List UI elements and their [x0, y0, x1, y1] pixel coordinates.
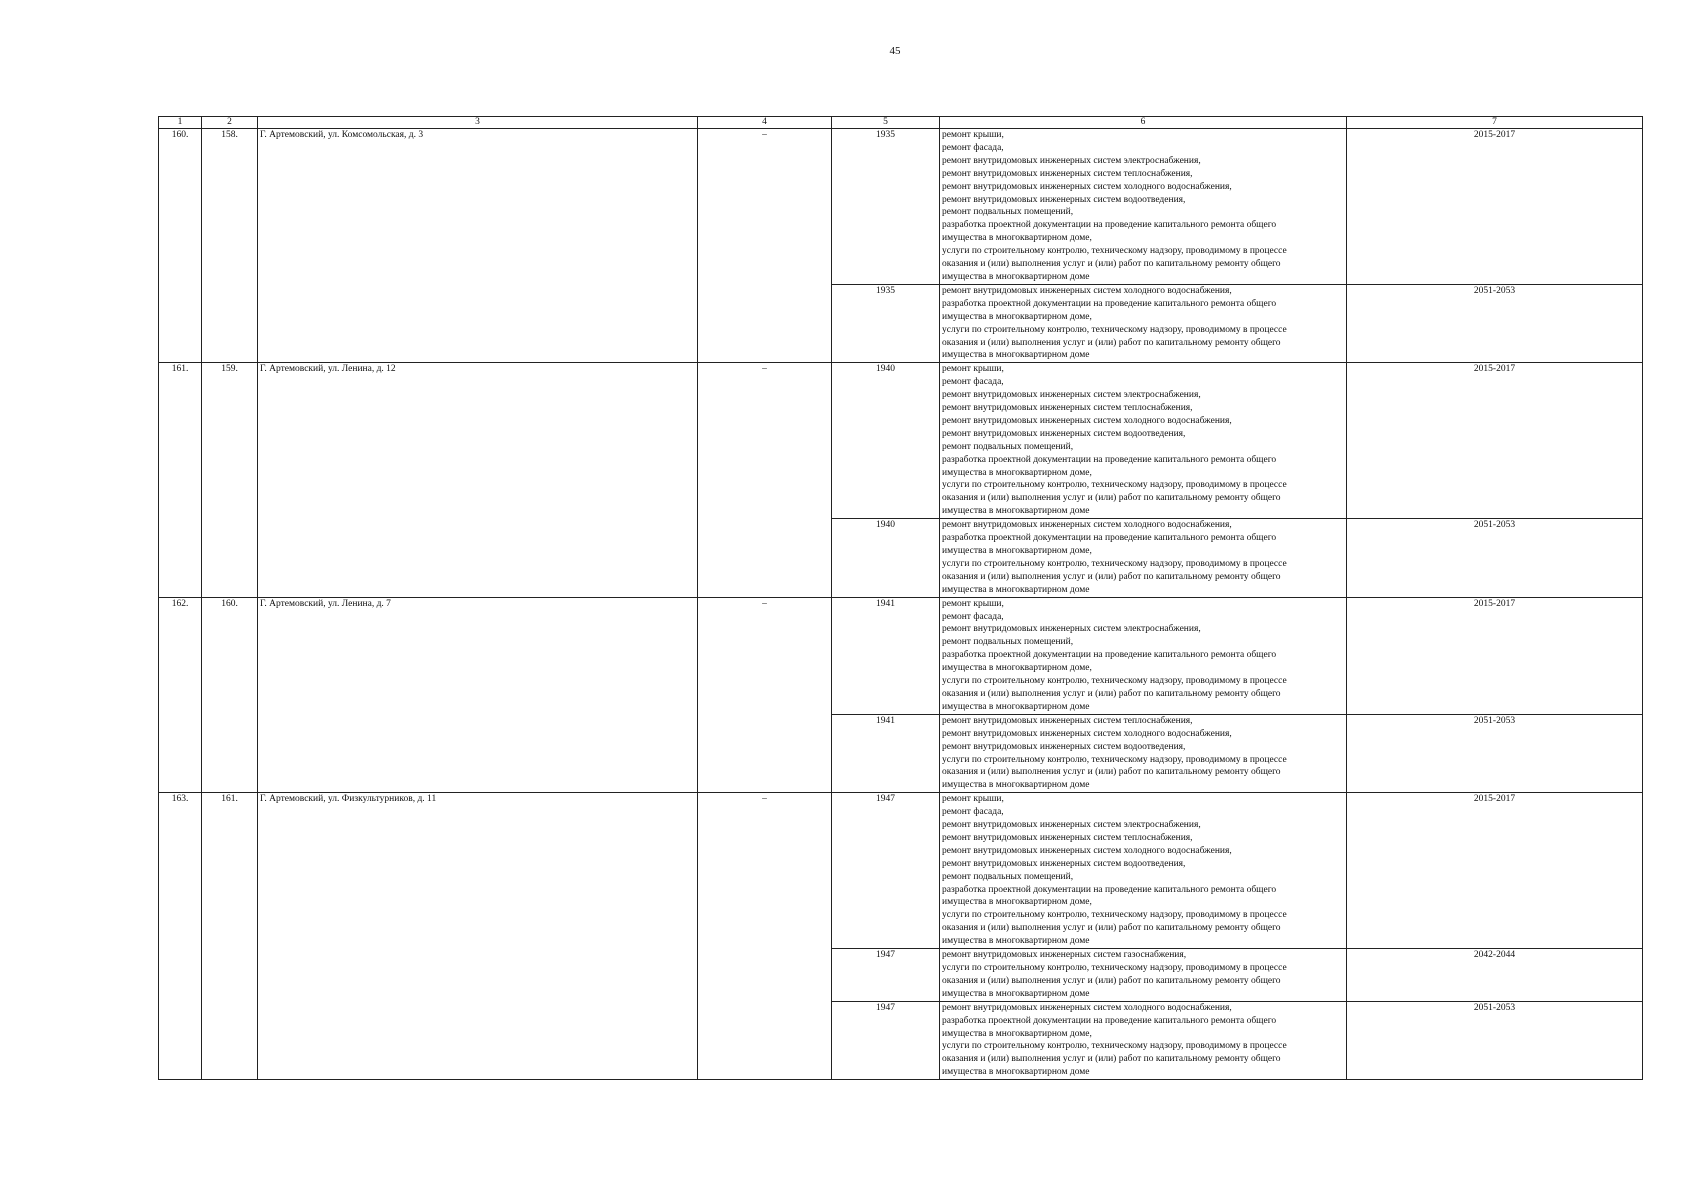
column-4-value: –	[698, 793, 832, 1080]
row-subnumber: 159.	[202, 363, 258, 597]
table-row	[159, 363, 1643, 519]
year-cell: 1947	[832, 949, 940, 1002]
row-subnumber: 161.	[202, 793, 258, 1080]
period-cell: 2051-2053	[1347, 1001, 1643, 1079]
works-cell: ремонт крыши, ремонт фасада, ремонт внутридомовых инженерных систем электроснабжения, ремонт внутридомовых инженерных систем теплоснабжения, ремонт внутридомовых инженерных систем холодного водоснабжения, ремонт внутридомовых инженерных систем водоотведения, ремонт подвальных помещений, разработка проектной документации на проведение капитального ремонта общего имущества в многоквартирном доме, услуги по строительному контролю, техническому надзору, проводимому в процессе оказания и (или) выполнения услуг и (или) работ по капитальному ремонту общего имущества в многоквартирном доме	[940, 793, 1347, 949]
row-number: 161.	[159, 363, 202, 597]
column-header: 5	[832, 117, 940, 129]
works-cell: ремонт внутридомовых инженерных систем теплоснабжения, ремонт внутридомовых инженерных систем холодного водоснабжения, ремонт внутридомовых инженерных систем водоотведения, услуги по строительному контролю, техническому надзору, проводимому в процессе оказания и (или) выполнения услуг и (или) работ по капитальному ремонту общего имущества в многоквартирном доме	[940, 714, 1347, 792]
repair-schedule-table	[158, 116, 1643, 1080]
year-cell: 1947	[832, 1001, 940, 1079]
works-cell: ремонт внутридомовых инженерных систем холодного водоснабжения, разработка проектной документации на проведение капитального ремонта общего имущества в многоквартирном доме, услуги по строительному контролю, техническому надзору, проводимому в процессе оказания и (или) выполнения услуг и (или) работ по капитальному ремонту общего имущества в многоквартирном доме	[940, 519, 1347, 597]
period-cell: 2015-2017	[1347, 363, 1643, 519]
row-subnumber: 158.	[202, 129, 258, 363]
year-cell: 1941	[832, 714, 940, 792]
period-cell: 2051-2053	[1347, 519, 1643, 597]
column-header: 7	[1347, 117, 1643, 129]
building-address: Г. Артемовский, ул. Комсомольская, д. 3	[258, 129, 698, 363]
column-4-value: –	[698, 129, 832, 363]
column-4-value: –	[698, 363, 832, 597]
row-number: 163.	[159, 793, 202, 1080]
year-cell: 1935	[832, 284, 940, 362]
table-row	[159, 129, 1643, 285]
period-cell: 2015-2017	[1347, 597, 1643, 714]
year-cell: 1935	[832, 129, 940, 285]
period-cell: 2051-2053	[1347, 284, 1643, 362]
works-cell: ремонт внутридомовых инженерных систем холодного водоснабжения, разработка проектной документации на проведение капитального ремонта общего имущества в многоквартирном доме, услуги по строительному контролю, техническому надзору, проводимому в процессе оказания и (или) выполнения услуг и (или) работ по капитальному ремонту общего имущества в многоквартирном доме	[940, 284, 1347, 362]
works-cell: ремонт крыши, ремонт фасада, ремонт внутридомовых инженерных систем электроснабжения, ремонт внутридомовых инженерных систем теплоснабжения, ремонт внутридомовых инженерных систем холодного водоснабжения, ремонт внутридомовых инженерных систем водоотведения, ремонт подвальных помещений, разработка проектной документации на проведение капитального ремонта общего имущества в многоквартирном доме, услуги по строительному контролю, техническому надзору, проводимому в процессе оказания и (или) выполнения услуг и (или) работ по капитальному ремонту общего имущества в многоквартирном доме	[940, 363, 1347, 519]
row-number: 160.	[159, 129, 202, 363]
works-cell: ремонт крыши, ремонт фасада, ремонт внутридомовых инженерных систем электроснабжения, ремонт внутридомовых инженерных систем теплоснабжения, ремонт внутридомовых инженерных систем холодного водоснабжения, ремонт внутридомовых инженерных систем водоотведения, ремонт подвальных помещений, разработка проектной документации на проведение капитального ремонта общего имущества в многоквартирном доме, услуги по строительному контролю, техническому надзору, проводимому в процессе оказания и (или) выполнения услуг и (или) работ по капитальному ремонту общего имущества в многоквартирном доме	[940, 129, 1347, 285]
column-number-row	[159, 117, 1643, 129]
period-cell: 2015-2017	[1347, 129, 1643, 285]
building-address: Г. Артемовский, ул. Ленина, д. 7	[258, 597, 698, 793]
row-subnumber: 160.	[202, 597, 258, 793]
building-address: Г. Артемовский, ул. Физкультурников, д. 11	[258, 793, 698, 1080]
works-cell: ремонт крыши, ремонт фасада, ремонт внутридомовых инженерных систем электроснабжения, ремонт подвальных помещений, разработка проектной документации на проведение капитального ремонта общего имущества в многоквартирном доме, услуги по строительному контролю, техническому надзору, проводимому в процессе оказания и (или) выполнения услуг и (или) работ по капитальному ремонту общего имущества в многоквартирном доме	[940, 597, 1347, 714]
works-cell: ремонт внутридомовых инженерных систем газоснабжения, услуги по строительному контролю, техническому надзору, проводимому в процессе оказания и (или) выполнения услуг и (или) работ по капитальному ремонту общего имущества в многоквартирном доме	[940, 949, 1347, 1002]
column-4-value: –	[698, 597, 832, 793]
column-header: 4	[698, 117, 832, 129]
column-header: 1	[159, 117, 202, 129]
table-row	[159, 793, 1643, 949]
building-address: Г. Артемовский, ул. Ленина, д. 12	[258, 363, 698, 597]
column-header: 3	[258, 117, 698, 129]
row-number: 162.	[159, 597, 202, 793]
works-cell: ремонт внутридомовых инженерных систем холодного водоснабжения, разработка проектной документации на проведение капитального ремонта общего имущества в многоквартирном доме, услуги по строительному контролю, техническому надзору, проводимому в процессе оказания и (или) выполнения услуг и (или) работ по капитальному ремонту общего имущества в многоквартирном доме	[940, 1001, 1347, 1079]
period-cell: 2051-2053	[1347, 714, 1643, 792]
year-cell: 1947	[832, 793, 940, 949]
column-header: 2	[202, 117, 258, 129]
column-header: 6	[940, 117, 1347, 129]
period-cell: 2042-2044	[1347, 949, 1643, 1002]
page-number: 45	[889, 45, 901, 57]
year-cell: 1940	[832, 519, 940, 597]
period-cell: 2015-2017	[1347, 793, 1643, 949]
table-row	[159, 597, 1643, 714]
year-cell: 1941	[832, 597, 940, 714]
year-cell: 1940	[832, 363, 940, 519]
